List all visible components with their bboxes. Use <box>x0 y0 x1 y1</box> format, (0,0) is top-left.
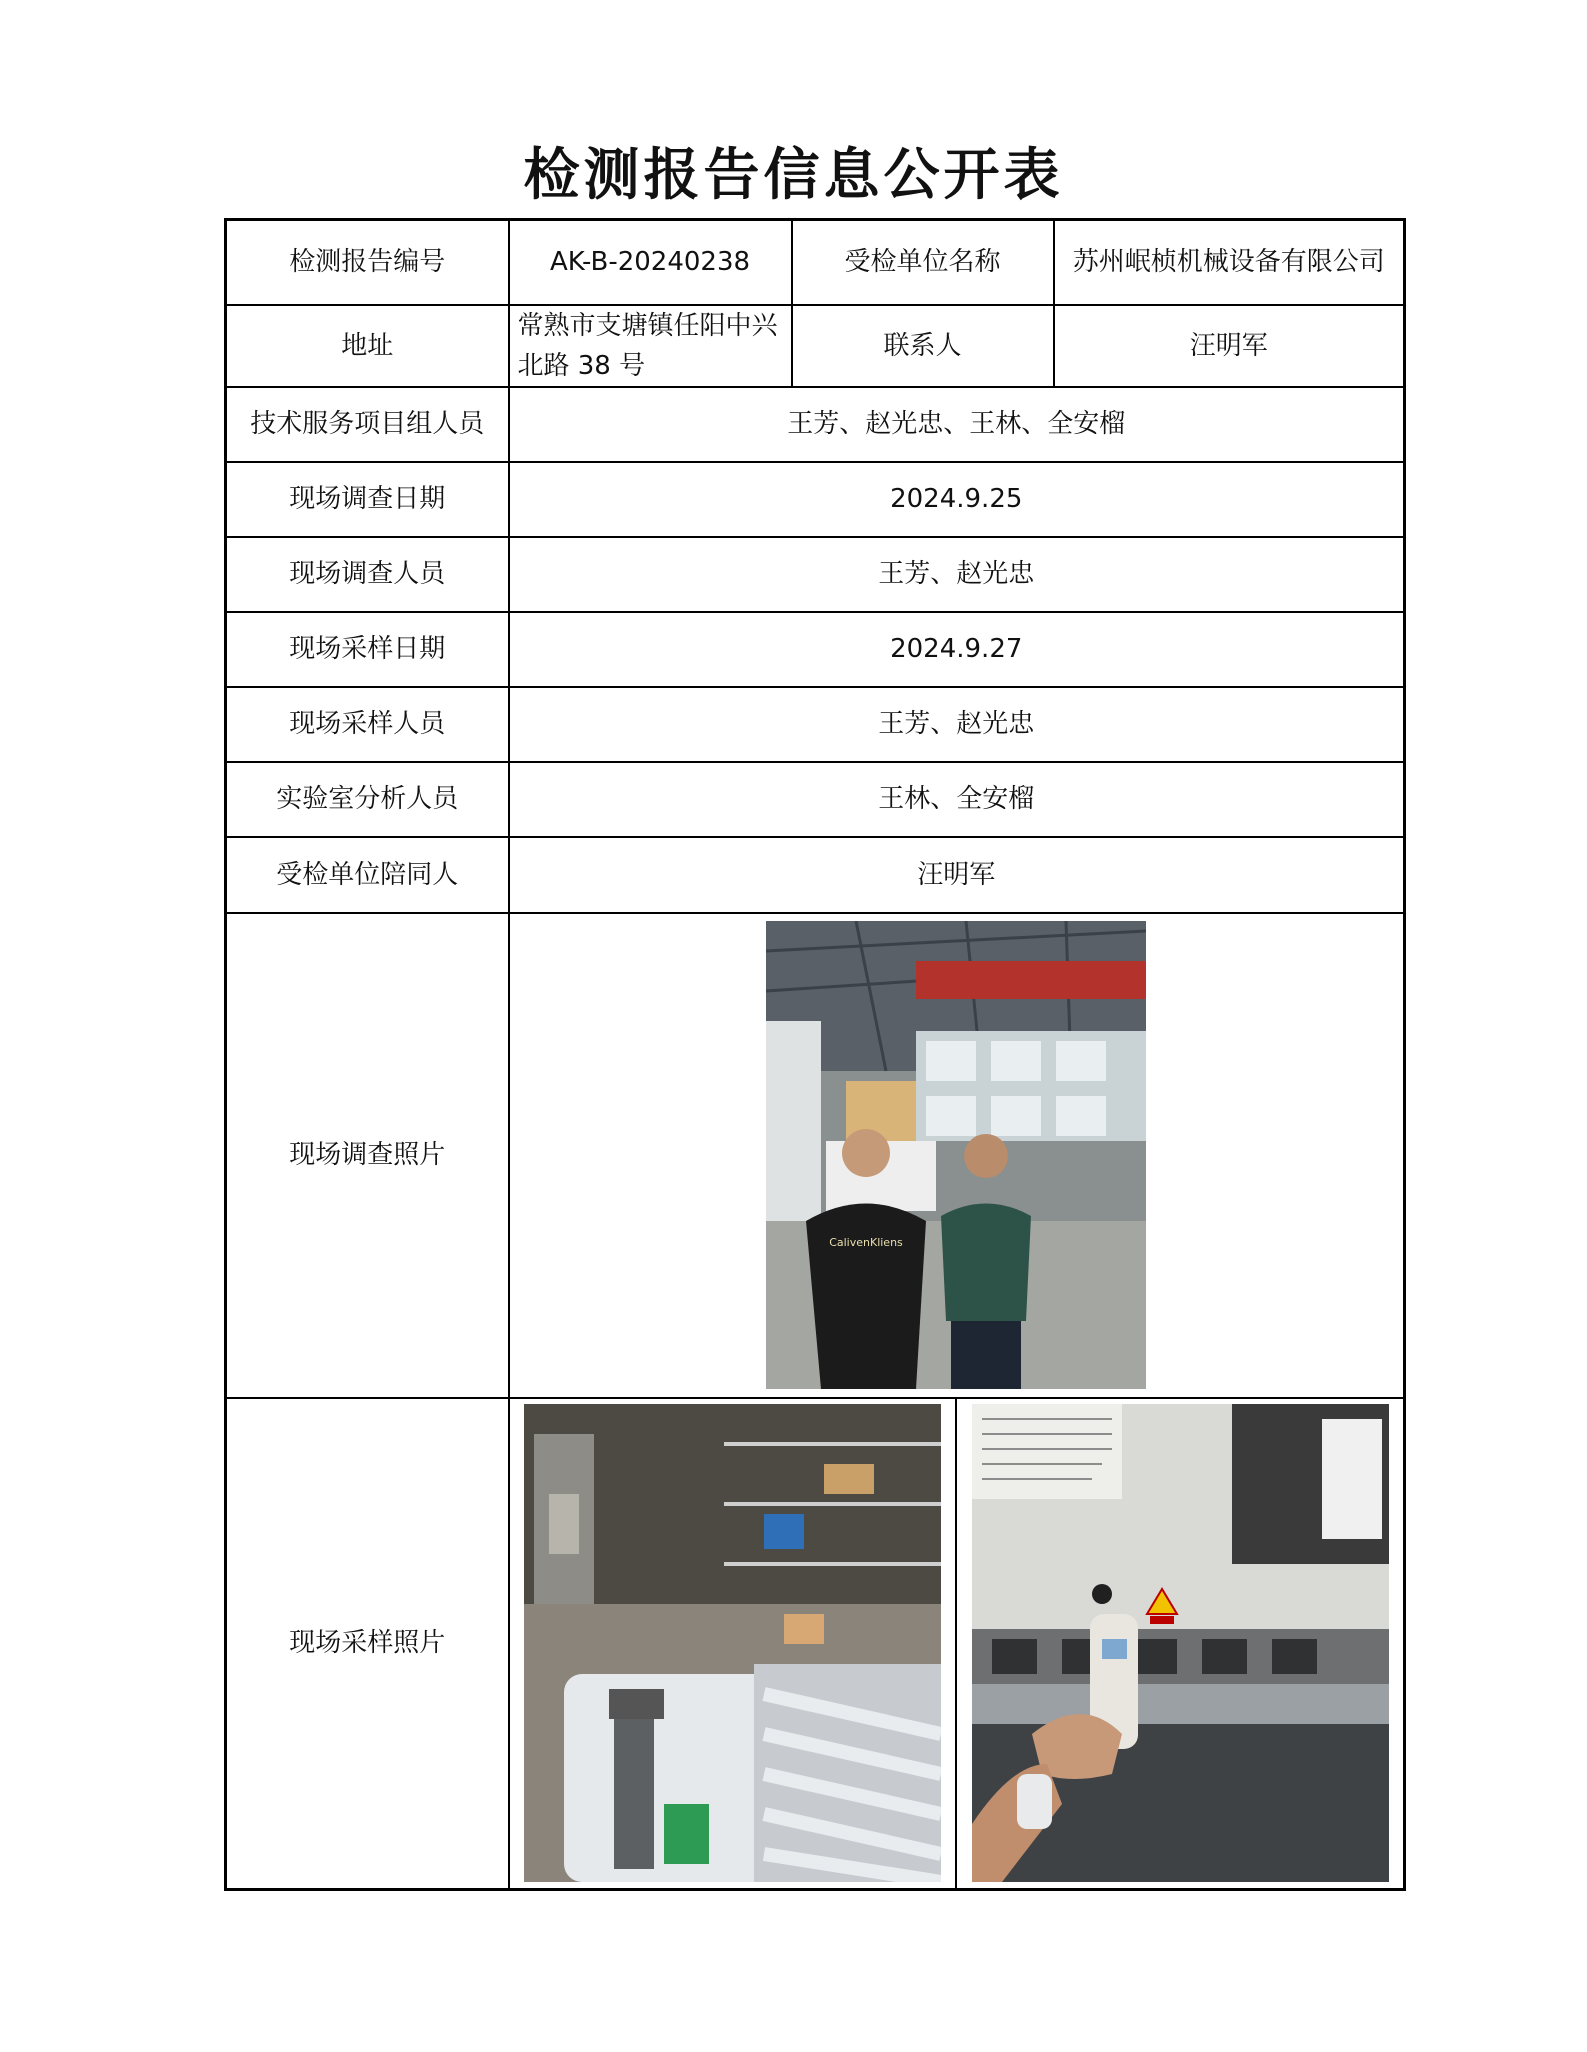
report-no-label: 检测报告编号 <box>226 220 509 305</box>
sampling-photo-right-wrap <box>955 1399 1403 1889</box>
report-no-value: AK-B-20240238 <box>509 220 792 305</box>
address-label: 地址 <box>226 305 509 387</box>
sampling-date-label: 现场采样日期 <box>226 612 509 687</box>
lab-staff-value: 王林、全安榴 <box>509 762 1405 837</box>
team-value: 王芳、赵光忠、王林、全安榴 <box>509 387 1405 462</box>
table-row <box>226 220 1405 305</box>
table-row <box>226 687 1405 762</box>
survey-photo-cell <box>509 913 1405 1398</box>
report-info-table <box>224 218 1406 1891</box>
survey-staff-label: 现场调查人员 <box>226 537 509 612</box>
unit-name-value: 苏州岷桢机械设备有限公司 <box>1054 220 1405 305</box>
address-value: 常熟市支塘镇任阳中兴北路 38 号 <box>509 305 792 387</box>
team-label: 技术服务项目组人员 <box>226 387 509 462</box>
lab-staff-label: 实验室分析人员 <box>226 762 509 837</box>
table-row <box>226 537 1405 612</box>
survey-date-value: 2024.9.25 <box>509 462 1405 537</box>
sampling-staff-value: 王芳、赵光忠 <box>509 687 1405 762</box>
sampling-staff-label: 现场采样人员 <box>226 687 509 762</box>
survey-date-label: 现场调查日期 <box>226 462 509 537</box>
shirt-text: CalivenKliens <box>829 1236 904 1249</box>
survey-photo-label: 现场调查照片 <box>226 913 509 1398</box>
sampling-photo-right <box>972 1404 1389 1882</box>
sampling-date-value: 2024.9.27 <box>509 612 1405 687</box>
table-row <box>226 462 1405 537</box>
escort-label: 受检单位陪同人 <box>226 837 509 913</box>
sampling-photo-cell <box>509 1398 1405 1890</box>
table-row <box>226 305 1405 387</box>
table-row <box>226 387 1405 462</box>
table-row <box>226 762 1405 837</box>
table-row <box>226 837 1405 913</box>
contact-label: 联系人 <box>792 305 1054 387</box>
survey-photo <box>766 921 1146 1389</box>
table-row <box>226 612 1405 687</box>
sampling-photo-left <box>524 1404 941 1882</box>
unit-name-label: 受检单位名称 <box>792 220 1054 305</box>
sampling-photo-left-wrap <box>510 1399 956 1889</box>
sampling-photo-label: 现场采样照片 <box>226 1398 509 1890</box>
escort-value: 汪明军 <box>509 837 1405 913</box>
table-row <box>226 913 1405 1398</box>
page-title: 检测报告信息公开表 <box>523 142 1064 208</box>
table-row <box>226 1398 1405 1890</box>
survey-staff-value: 王芳、赵光忠 <box>509 537 1405 612</box>
contact-value: 汪明军 <box>1054 305 1405 387</box>
